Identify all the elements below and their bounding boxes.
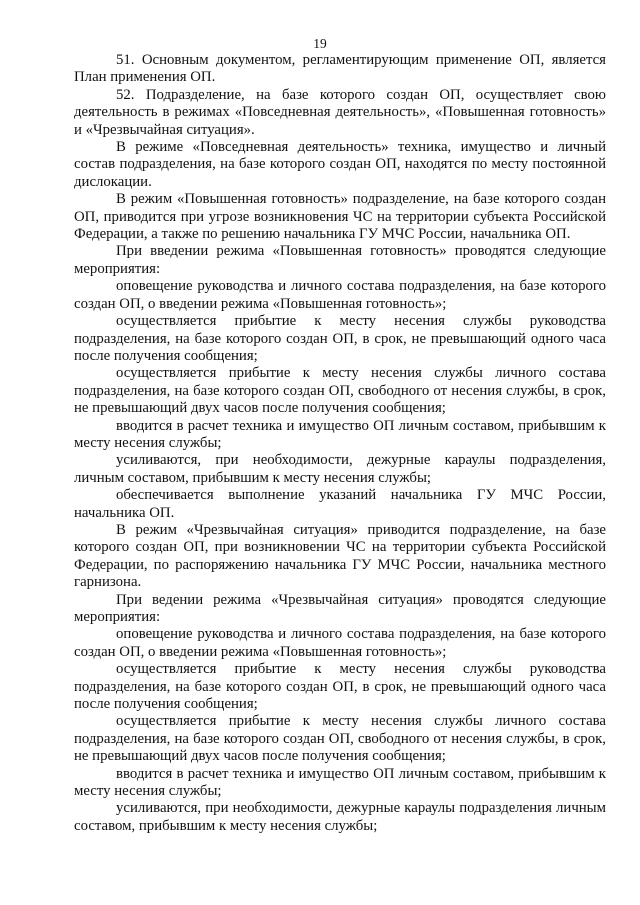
paragraph-52: 52. Подразделение, на базе которого создан ОП, осуществляет свою деятельность в режимах «Повседневная деятельность», «Повышенная готовность» и «Чрезвычайная ситуация».: [74, 86, 606, 138]
list-item: осуществляется прибытие к месту несения службы личного состава подразделения, на базе которого создан ОП, свободного от несения службы, в срок, не превышающий двух часов после получения сообщения;: [74, 365, 606, 417]
list-item: оповещение руководства и личного состава подразделения, на базе которого создан ОП, о введении режима «Повышенная готовность»;: [74, 626, 606, 660]
list-item: оповещение руководства и личного состава подразделения, на базе которого создан ОП, о введении режима «Повышенная готовность»;: [74, 278, 606, 312]
paragraph-daily-mode: В режиме «Повседневная деятельность» техника, имущество и личный состав подразделения, на базе которого создан ОП, находятся по месту постоянной дислокации.: [74, 139, 606, 190]
list-item: усиливаются, при необходимости, дежурные караулы подразделения личным составом, прибывшим к месту несения службы;: [74, 800, 606, 834]
list-item: осуществляется прибытие к месту несения службы личного состава подразделения, на базе которого создан ОП, свободного от несения службы, в срок, не превышающий двух часов после получения сообщения;: [74, 713, 606, 765]
list-item: усиливаются, при необходимости, дежурные караулы подразделения, личным составом, прибывшим к месту несения службы;: [74, 452, 606, 486]
paragraph-high-alert-measures-intro: При введении режима «Повышенная готовность» проводятся следующие мероприятия:: [74, 243, 606, 277]
page-number: 19: [313, 36, 327, 51]
paragraph-high-alert-mode: В режим «Повышенная готовность» подразделение, на базе которого создан ОП, приводится при угрозе возникновения ЧС на территории субъекта Российской Федерации, а также по решению начальника ГУ МЧС России, начальника ОП.: [74, 191, 606, 243]
document-body: [74, 52, 606, 835]
list-item: осуществляется прибытие к месту несения службы руководства подразделения, на базе которого создан ОП, в срок, не превышающий одного часа после получения сообщения;: [74, 661, 606, 713]
list-item: обеспечивается выполнение указаний начальника ГУ МЧС России, начальника ОП.: [74, 487, 606, 521]
paragraph-emergency-mode: В режим «Чрезвычайная ситуация» приводится подразделение, на базе которого создан ОП, при возникновении ЧС на территории субъекта Российской Федерации, по распоряжению начальника ГУ МЧС России, начальника местного гарнизона.: [74, 521, 606, 591]
list-item: вводится в расчет техника и имущество ОП личным составом, прибывшим к месту несения службы;: [74, 765, 606, 800]
list-item: вводится в расчет техника и имущество ОП личным составом, прибывшим к месту несения службы;: [74, 417, 606, 451]
paragraph-51: 51. Основным документом, регламентирующим применение ОП, является План применения ОП.: [74, 52, 606, 86]
list-item: осуществляется прибытие к месту несения службы руководства подразделения, на базе которого создан ОП, в срок, не превышающий одного часа после получения сообщения;: [74, 313, 606, 364]
paragraph-emergency-measures-intro: При ведении режима «Чрезвычайная ситуация» проводятся следующие мероприятия:: [74, 591, 606, 625]
